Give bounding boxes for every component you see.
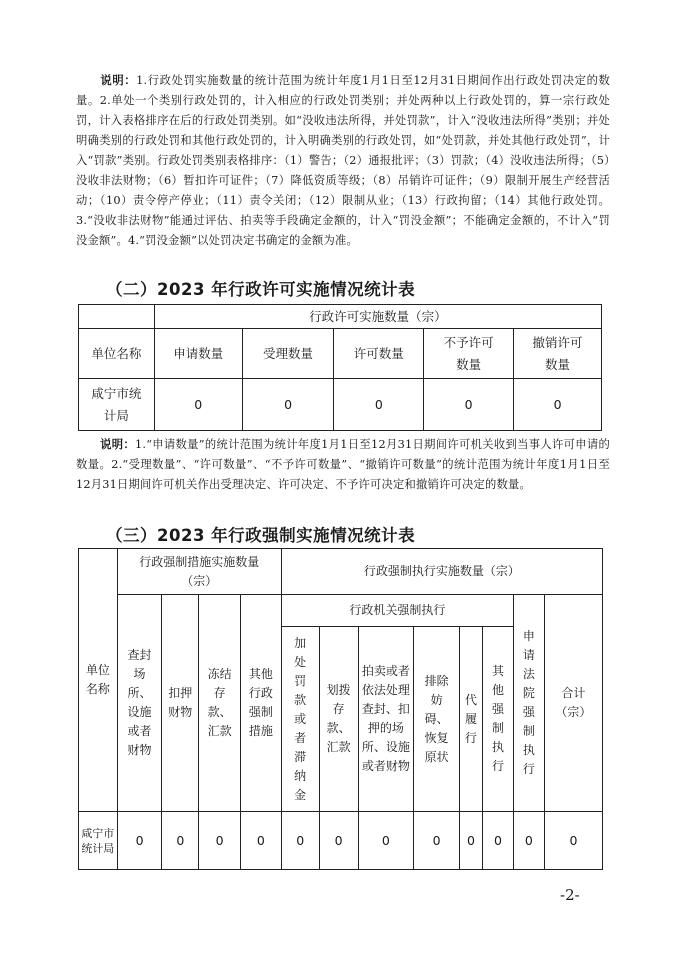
value-denied: 0	[424, 379, 514, 431]
note-text: 1.“申请数量”的统计范围为统计年度1月1日至12月31日期间许可机关收到当事人许可申请的数量。2.“受理数量”、“许可数量”、“不予许可数量”、“撤销许可数量”的统计范围为统计年度1月1日至12月31日期间许可机关作出受理决定、许可决定、不予许可决定和撤销许可决定的数量。	[76, 438, 610, 491]
col-other-execution: 其他强制执行	[482, 627, 513, 812]
col-revoked: 撤销许可数量	[514, 329, 602, 379]
enforcement-table	[78, 548, 603, 870]
section-title-enforcement: （三）2023 年行政强制实施情况统计表	[106, 526, 416, 545]
note-text: 1.行政处罚实施数量的统计范围为统计年度1月1日至12月31日期间作出行政处罚决定的数量。2.单处一个类别行政处罚的，计入相应的行政处罚类别；并处两种以上行政处罚的，算一宗行政处罚，计入表格排序在后的行政处罚类别。如“没收违法所得，并处罚款”，计入“没收违法所得”类别；并处明确类别的行政处罚和其他行政处罚的，计入明确类别的行政处罚，如“处罚款，并处其他行政处罚”，计入“罚款”类别。行政处罚类别表格排序：（1）警告；（2）通报批评；（3）罚款；（4）没收违法所得；（5）没收非法财物；（6）暂扣许可证件；（7）降低资质等级；（8）吊销许可证件；（9）限制开展生产经营活动；（10）责令停产停业；（11）责令关闭；（12）限制从业；（13）行政拘留；（14）其他行政处罚。3.“没收非法财物”能通过评估、拍卖等手段确定金额的，计入“罚没金额”；不能确定金额的，不计入“罚没金额”。4.“罚没金额”以处罚决定书确定的金额为准。	[76, 74, 610, 247]
measures-header-group: 行政强制措施实施数量（宗）	[117, 549, 281, 595]
value-other-execution: 0	[482, 812, 513, 870]
unit-name-cell: 咸宁市统计局	[79, 379, 155, 431]
value-revoked: 0	[514, 379, 602, 431]
col-substitute-performance: 代履行	[460, 627, 483, 812]
agency-header-group: 行政机关强制执行	[281, 595, 513, 627]
note-administrative-penalty	[76, 70, 610, 251]
value-accepted: 0	[242, 379, 334, 431]
col-remove-obstruction: 排除妨碍、恢复原状	[414, 627, 460, 812]
value-applications: 0	[154, 379, 242, 431]
value-auction-disposal: 0	[358, 812, 414, 870]
value-granted: 0	[334, 379, 424, 431]
col-accepted: 受理数量	[242, 329, 334, 379]
note-label: 说明：	[100, 437, 136, 451]
value-total: 0	[544, 812, 602, 870]
col-late-fees: 加处罚款或者滞纳金	[281, 627, 319, 812]
licensing-table	[78, 304, 602, 431]
col-seize-property: 扣押财物	[162, 595, 199, 812]
licensing-header-group: 行政许可实施数量（宗）	[154, 305, 601, 329]
note-label: 说明：	[100, 73, 137, 87]
value-remove-obstruction: 0	[414, 812, 460, 870]
value-transfer-deposits: 0	[319, 812, 358, 870]
unit-name-cell: 咸宁市统计局	[79, 812, 118, 870]
value-court-enforcement: 0	[513, 812, 544, 870]
value-substitute-performance: 0	[460, 812, 483, 870]
value-seize-property: 0	[162, 812, 199, 870]
col-transfer-deposits: 划拨存款、汇款	[319, 627, 358, 812]
col-other-measures: 其他行政强制措施	[241, 595, 282, 812]
col-denied: 不予许可数量	[424, 329, 514, 379]
execution-header-group: 行政强制执行实施数量（宗）	[281, 549, 602, 595]
note-licensing	[76, 434, 610, 495]
value-late-fees: 0	[281, 812, 319, 870]
value-freeze-deposits: 0	[199, 812, 241, 870]
col-freeze-deposits: 冻结存款、汇款	[199, 595, 241, 812]
col-seal-premises: 查封场所、设施或者财物	[117, 595, 162, 812]
col-applications: 申请数量	[154, 329, 242, 379]
value-other-measures: 0	[241, 812, 282, 870]
page-number: -2-	[560, 886, 580, 904]
col-total: 合计（宗）	[544, 595, 602, 812]
col-court-enforcement: 申请法院强制执行	[513, 595, 544, 812]
value-seal-premises: 0	[117, 812, 162, 870]
col-unit-name: 单位名称	[79, 329, 155, 379]
section-title-licensing: （二）2023 年行政许可实施情况统计表	[106, 280, 416, 299]
col-auction-disposal: 拍卖或者依法处理查封、扣押的场所、设施或者财物	[358, 627, 414, 812]
col-granted: 许可数量	[334, 329, 424, 379]
col-unit-name: 单位名称	[79, 549, 118, 812]
